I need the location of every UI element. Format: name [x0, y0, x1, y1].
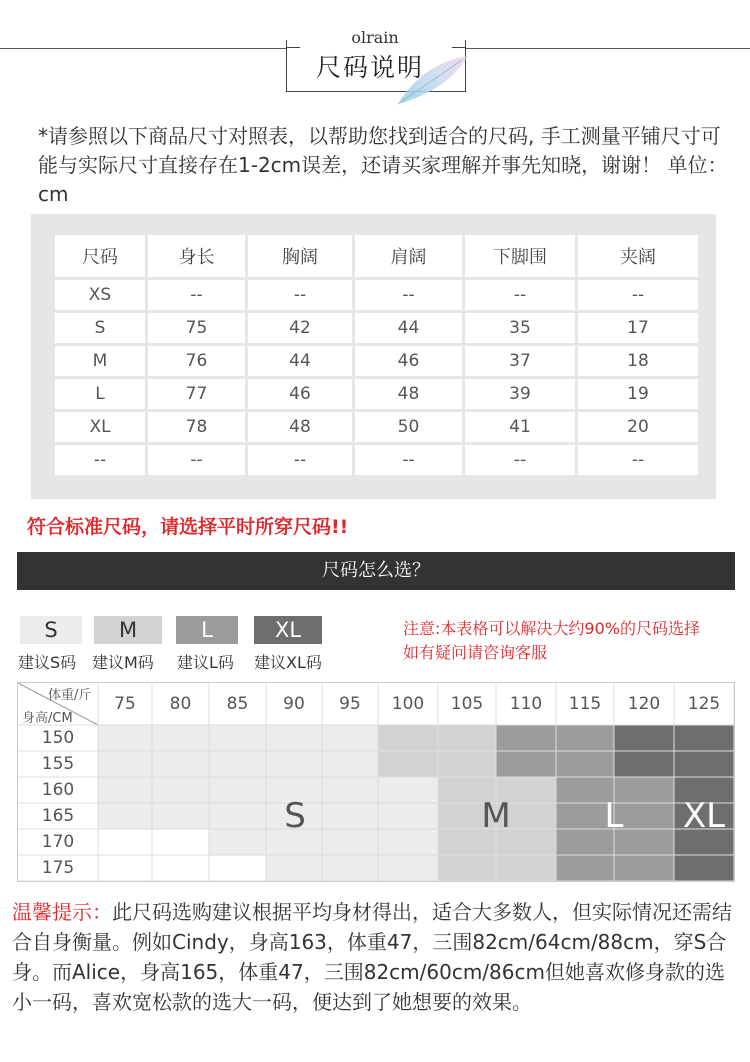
size-table-cell: 20	[577, 411, 700, 444]
legend-caption-l: 建议L码	[177, 653, 234, 672]
standard-size-notice: 符合标准尺码，请选择平时所穿尺码!!	[27, 516, 349, 538]
size-table-cell: 35	[464, 312, 577, 345]
size-table-cell: --	[147, 279, 247, 312]
size-table-cell: 44	[354, 312, 464, 345]
size-table-row	[54, 279, 700, 312]
size-table-cell: 76	[147, 345, 247, 378]
weight-label: 105	[450, 694, 484, 714]
size-recommendation-grid	[17, 682, 735, 882]
size-table-cell: XL	[54, 411, 147, 444]
size-table-cell: --	[577, 279, 700, 312]
height-label: 150	[41, 728, 75, 748]
size-table-cell: 46	[247, 378, 354, 411]
weight-label: 80	[169, 694, 192, 714]
grid-size-label-m: M	[481, 796, 511, 836]
size-table-row	[54, 411, 700, 444]
size-table-cell: 19	[577, 378, 700, 411]
size-table-header	[54, 234, 700, 279]
coverage-note-line2: 如有疑问请咨询客服	[403, 643, 548, 662]
size-table-header-cell: 尺码	[54, 234, 147, 279]
height-label: 160	[41, 780, 75, 800]
size-table-cell: 17	[577, 312, 700, 345]
legend-caption-xl: 建议XL码	[254, 653, 322, 672]
size-table-cell: 48	[247, 411, 354, 444]
weight-label: 75	[114, 694, 136, 714]
size-table-cell: 44	[247, 345, 354, 378]
weight-label: 100	[391, 694, 425, 714]
intro-text: *请参照以下商品尺寸对照表，以帮助您找到适合的尺码, 手工测量平铺尺寸可能与实际尺寸直接存在1-2cm误差，还请买家理解并事先知晓，谢谢！ 单位：cm	[38, 124, 728, 206]
coverage-note-line1: 注意:本表格可以解决大约90%的尺码选择	[403, 619, 700, 638]
size-table-cell: --	[354, 279, 464, 312]
size-table-row	[54, 444, 700, 477]
header-rule-left	[0, 48, 286, 49]
weight-label: 115	[568, 694, 602, 714]
weight-label: 120	[627, 694, 661, 714]
size-table-cell: 39	[464, 378, 577, 411]
size-table-header-cell: 下脚围	[464, 234, 577, 279]
size-table	[52, 232, 701, 478]
legend-swatch-s: S	[20, 616, 82, 644]
brand-logo: olrain	[351, 28, 399, 47]
legend-swatch-l: L	[176, 616, 238, 644]
size-table-header-cell: 胸阔	[247, 234, 354, 279]
weight-label: 90	[283, 694, 305, 714]
size-table-cell: --	[147, 444, 247, 477]
size-table-cell: XS	[54, 279, 147, 312]
size-table-header-cell: 身长	[147, 234, 247, 279]
size-table-cell: 78	[147, 411, 247, 444]
size-table-cell: --	[247, 279, 354, 312]
how-to-choose-banner: 尺码怎么选？	[17, 552, 735, 590]
grid-size-label-s: S	[284, 796, 306, 836]
size-table-row	[54, 345, 700, 378]
height-label: 170	[41, 832, 75, 852]
weight-axis-label: 体重/斤	[48, 688, 92, 703]
size-table-cell: M	[54, 345, 147, 378]
size-table-cell: 42	[247, 312, 354, 345]
size-table-cell: 48	[354, 378, 464, 411]
grid-size-label-xl: XL	[682, 796, 726, 836]
tip-text	[12, 897, 740, 1017]
weight-label: 95	[339, 694, 361, 714]
size-table-row	[54, 378, 700, 411]
grid-lines	[18, 683, 734, 881]
header-rule-right	[466, 48, 750, 49]
size-table-cell: 77	[147, 378, 247, 411]
size-table-cell: --	[577, 444, 700, 477]
size-table-row	[54, 312, 700, 345]
size-table-cell: 50	[354, 411, 464, 444]
size-table-header-cell: 夹阔	[577, 234, 700, 279]
size-table-cell: 75	[147, 312, 247, 345]
size-table-cell: 46	[354, 345, 464, 378]
size-table-cell: --	[354, 444, 464, 477]
size-table-cell: S	[54, 312, 147, 345]
grid-size-label-l: L	[604, 796, 624, 836]
size-table-cell: 37	[464, 345, 577, 378]
size-table-cell: L	[54, 378, 147, 411]
size-table-cell: 18	[577, 345, 700, 378]
height-label: 165	[41, 806, 75, 826]
weight-label: 85	[226, 694, 249, 714]
legend-swatch-xl: XL	[254, 616, 322, 644]
legend-caption-s: 建议S码	[18, 653, 77, 672]
size-table-cell: 41	[464, 411, 577, 444]
tip-body: 此尺码选购建议根据平均身材得出，适合大多数人，但实际情况还需结合自身衡量。例如Cindy，身高163，体重47，三围82cm/64cm/88cm，穿S合身。而Alice，身高165，体重47，三围82cm/60cm/86cm但她喜欢修身款的选小一码，喜欢宽松款的选大一码，便达到了她想要的效果。	[12, 900, 732, 1014]
weight-label: 110	[509, 694, 543, 714]
size-table-panel	[31, 214, 716, 499]
weight-label: 125	[687, 694, 721, 714]
tip-title: 温馨提示：	[12, 900, 112, 924]
legend-swatch-m: M	[94, 616, 162, 644]
size-table-cell: --	[54, 444, 147, 477]
legend-caption-m: 建议M码	[92, 653, 154, 672]
size-table-cell: --	[464, 279, 577, 312]
height-label: 175	[41, 858, 75, 878]
height-axis-label: 身高/CM	[22, 711, 73, 726]
size-table-cell: --	[464, 444, 577, 477]
coverage-note	[403, 617, 700, 665]
page-title: 尺码说明	[315, 53, 424, 82]
size-table-cell: --	[247, 444, 354, 477]
height-label: 155	[41, 754, 75, 774]
size-table-header-cell: 肩阔	[354, 234, 464, 279]
